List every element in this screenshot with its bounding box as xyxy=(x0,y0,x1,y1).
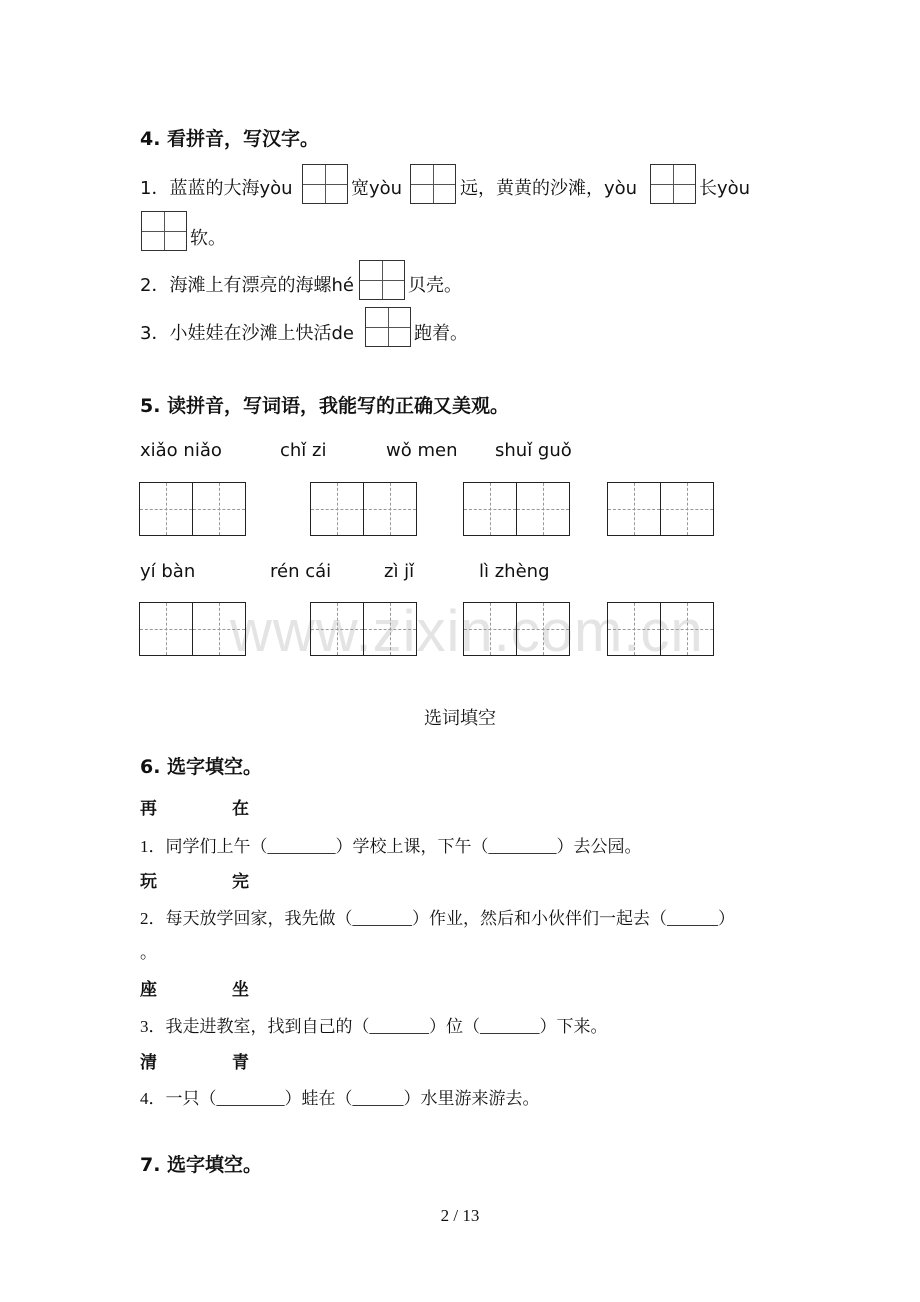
q6-g2-sentence: 2．每天放学回家，我先做（_______）作业，然后和小伙伴们一起去（______） xyxy=(140,909,735,928)
q6-g4-opt1: 清 xyxy=(140,1053,157,1073)
q4-box-3[interactable] xyxy=(650,164,696,204)
pinyin-3: wǒ men xyxy=(386,440,458,461)
q4-line2-part2: 贝壳。 xyxy=(408,275,462,296)
q4-box-5[interactable] xyxy=(359,260,405,300)
q4-line1-part4: 长yòu xyxy=(699,178,751,199)
pinyin-7: zì jǐ xyxy=(384,561,415,582)
q4-line1-part2: 宽yòu xyxy=(351,178,403,199)
page-number: 2 / 13 xyxy=(440,1206,480,1225)
q4-line3-part2: 跑着。 xyxy=(414,323,468,344)
watermark: www.zixin.com.cn xyxy=(230,599,704,664)
q4-line3-part1: 3．小娃娃在沙滩上快活de xyxy=(140,323,354,344)
q6-g2-opt1: 玩 xyxy=(140,872,157,892)
section-title: 选词填空 xyxy=(424,708,496,729)
q5-title: 5. 读拼音，写词语，我能写的正确又美观。 xyxy=(140,395,510,417)
q4-box-2[interactable] xyxy=(410,164,456,204)
q6-g3-opt1: 座 xyxy=(140,980,157,1000)
word-grid-3[interactable] xyxy=(463,482,570,536)
word-grid-2[interactable] xyxy=(310,482,417,536)
q6-g1-opt1: 再 xyxy=(140,799,157,819)
word-grid-1[interactable] xyxy=(139,482,246,536)
pinyin-2: chǐ zi xyxy=(280,440,327,461)
q4-box-4[interactable] xyxy=(141,211,187,251)
word-grid-6[interactable] xyxy=(310,602,417,656)
q4-box-1[interactable] xyxy=(302,164,348,204)
pinyin-1: xiǎo niǎo xyxy=(140,440,222,461)
pinyin-5: yí bàn xyxy=(140,561,196,582)
q6-g3-opt2: 坐 xyxy=(232,980,249,1000)
q6-g4-sentence: 4．一只（________）蛙在（______）水里游来游去。 xyxy=(140,1089,540,1108)
q6-g2-cont: 。 xyxy=(140,943,157,962)
q4-line1-part3: 远，黄黄的沙滩，yòu xyxy=(460,178,638,199)
q6-g3-sentence: 3．我走进教室，找到自己的（_______）位（_______）下来。 xyxy=(140,1017,608,1036)
word-grid-7[interactable] xyxy=(463,602,570,656)
q4-line2-part1: 2．海滩上有漂亮的海螺hé xyxy=(140,275,354,296)
word-grid-8[interactable] xyxy=(607,602,714,656)
word-grid-4[interactable] xyxy=(607,482,714,536)
pinyin-4: shuǐ guǒ xyxy=(495,440,572,461)
pinyin-6: rén cái xyxy=(270,561,332,582)
pinyin-8: lì zhèng xyxy=(479,561,550,582)
q4-title: 4. 看拼音，写汉字。 xyxy=(140,128,320,150)
q6-g4-opt2: 青 xyxy=(232,1053,249,1073)
q4-box-6[interactable] xyxy=(365,307,411,347)
q6-g1-sentence: 1．同学们上午（________）学校上课，下午（________）去公园。 xyxy=(140,837,642,856)
q6-g2-opt2: 完 xyxy=(232,872,249,892)
q7-title: 7. 选字填空。 xyxy=(140,1154,263,1176)
q4-line1-part5: 软。 xyxy=(190,228,226,249)
word-grid-5[interactable] xyxy=(139,602,246,656)
q6-title: 6. 选字填空。 xyxy=(140,756,263,778)
q4-line1-part1: 1．蓝蓝的大海yòu xyxy=(140,178,293,199)
q6-g1-opt2: 在 xyxy=(232,799,249,819)
